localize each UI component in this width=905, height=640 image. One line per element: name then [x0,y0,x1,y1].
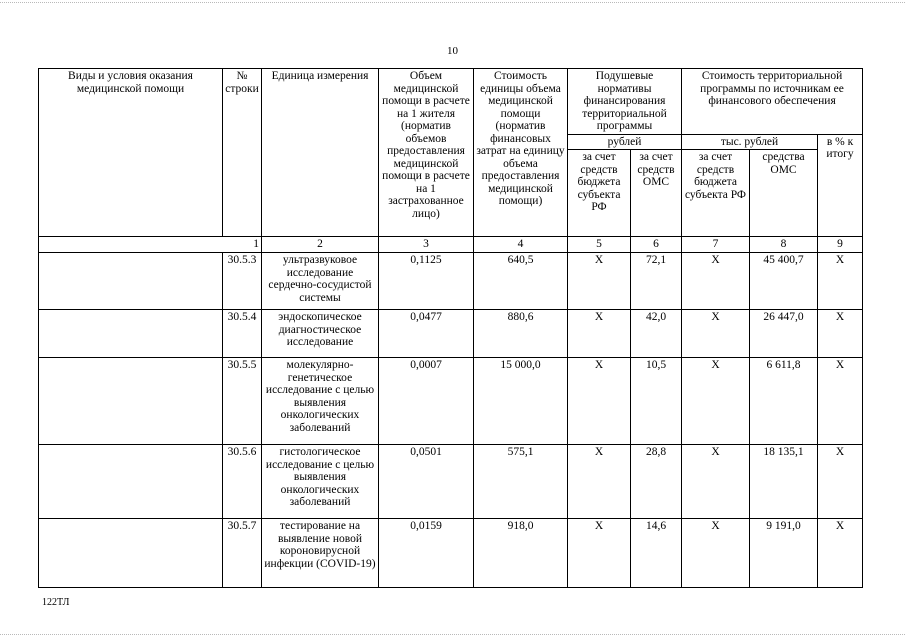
header-budget-thousand: за счет средств бюджета субъекта РФ [682,150,750,237]
table-row [39,253,863,310]
row-unit: молекулярно-генетическое исследование с целью выявления онкологических заболеваний [262,358,379,445]
page-number: 10 [447,45,458,57]
row-oms-thousand: 45 400,7 [750,253,818,310]
row-oms-rub: 42,0 [631,310,682,358]
row-volume: 0,0477 [379,310,474,358]
document-code: 122ТЛ [42,597,70,608]
table-row [39,445,863,519]
header-budget: за счет средств бюджета субъекта РФ [568,150,631,237]
row-budget-rub: Х [568,358,631,445]
scan-artifact-top [0,2,905,4]
column-number-9: 9 [818,237,863,253]
row-budget-thousand: Х [682,358,750,445]
header-cost: Стоимость единицы объема медицинской помощи (норматив финансовых затрат на единицу объема предоставления медицинской помощи) [474,69,568,237]
row-cost: 640,5 [474,253,568,310]
row-oms-rub: 10,5 [631,358,682,445]
row-line-number: 30.5.7 [223,519,262,588]
row-oms-thousand: 26 447,0 [750,310,818,358]
row-cost: 15 000,0 [474,358,568,445]
row-cost: 575,1 [474,445,568,519]
row-volume: 0,0159 [379,519,474,588]
row-volume: 0,1125 [379,253,474,310]
row-unit: гистологическое исследование с целью выявления онкологических заболеваний [262,445,379,519]
row-budget-thousand: Х [682,519,750,588]
row-line-number: 30.5.4 [223,310,262,358]
row-percent: Х [818,358,863,445]
header-per-capita: Подушевые нормативы финансирования территориальной программы [568,69,682,135]
row-budget-rub: Х [568,253,631,310]
table-row [39,310,863,358]
header-percent: в % к итогу [818,134,863,237]
row-kind-cell [39,358,223,445]
row-percent: Х [818,519,863,588]
row-percent: Х [818,253,863,310]
table-row [39,519,863,588]
header-rubles: рублей [568,134,682,150]
row-line-number: 30.5.5 [223,358,262,445]
header-territorial-cost: Стоимость территориальной программы по источникам ее финансового обеспечения [682,69,863,135]
header-oms: за счет средств ОМС [631,150,682,237]
column-number-2: 2 [262,237,379,253]
row-cost: 918,0 [474,519,568,588]
row-unit: тестирование на выявление новой короновирусной инфекции (COVID-19) [262,519,379,588]
column-number-3: 3 [379,237,474,253]
table-row [39,358,863,445]
header-thousand-rubles: тыс. рублей [682,134,818,150]
header-volume: Объем медицинской помощи в расчете на 1 жителя (норматив объемов предоставления медицинской помощи в расчете на 1 застрахованное лицо) [379,69,474,237]
row-unit: ультразвуковое исследование сердечно-сосудистой системы [262,253,379,310]
header-line-no: № строки [223,69,262,237]
header-unit: Единица измерения [262,69,379,237]
row-oms-thousand: 18 135,1 [750,445,818,519]
row-oms-rub: 28,8 [631,445,682,519]
header-oms-thousand: средства ОМС [750,150,818,237]
row-line-number: 30.5.6 [223,445,262,519]
column-number-8: 8 [750,237,818,253]
row-budget-thousand: Х [682,253,750,310]
row-oms-rub: 14,6 [631,519,682,588]
row-kind-cell [39,445,223,519]
row-budget-thousand: Х [682,445,750,519]
column-number-6: 6 [631,237,682,253]
row-percent: Х [818,310,863,358]
row-volume: 0,0007 [379,358,474,445]
row-oms-thousand: 6 611,8 [750,358,818,445]
row-kind-cell [39,310,223,358]
row-line-number: 30.5.3 [223,253,262,310]
row-unit: эндоскопическое диагностическое исследование [262,310,379,358]
financing-table [38,68,863,588]
column-number-5: 5 [568,237,631,253]
row-budget-rub: Х [568,310,631,358]
scan-artifact-bottom [0,634,905,636]
column-number-7: 7 [682,237,750,253]
row-oms-rub: 72,1 [631,253,682,310]
row-percent: Х [818,445,863,519]
row-kind-cell [39,253,223,310]
row-cost: 880,6 [474,310,568,358]
row-oms-thousand: 9 191,0 [750,519,818,588]
row-budget-rub: Х [568,519,631,588]
row-budget-rub: Х [568,445,631,519]
row-budget-thousand: Х [682,310,750,358]
column-number-1: 1 [39,237,262,253]
header-kind: Виды и условия оказания медицинской помощи [39,69,223,237]
row-kind-cell [39,519,223,588]
column-number-4: 4 [474,237,568,253]
row-volume: 0,0501 [379,445,474,519]
